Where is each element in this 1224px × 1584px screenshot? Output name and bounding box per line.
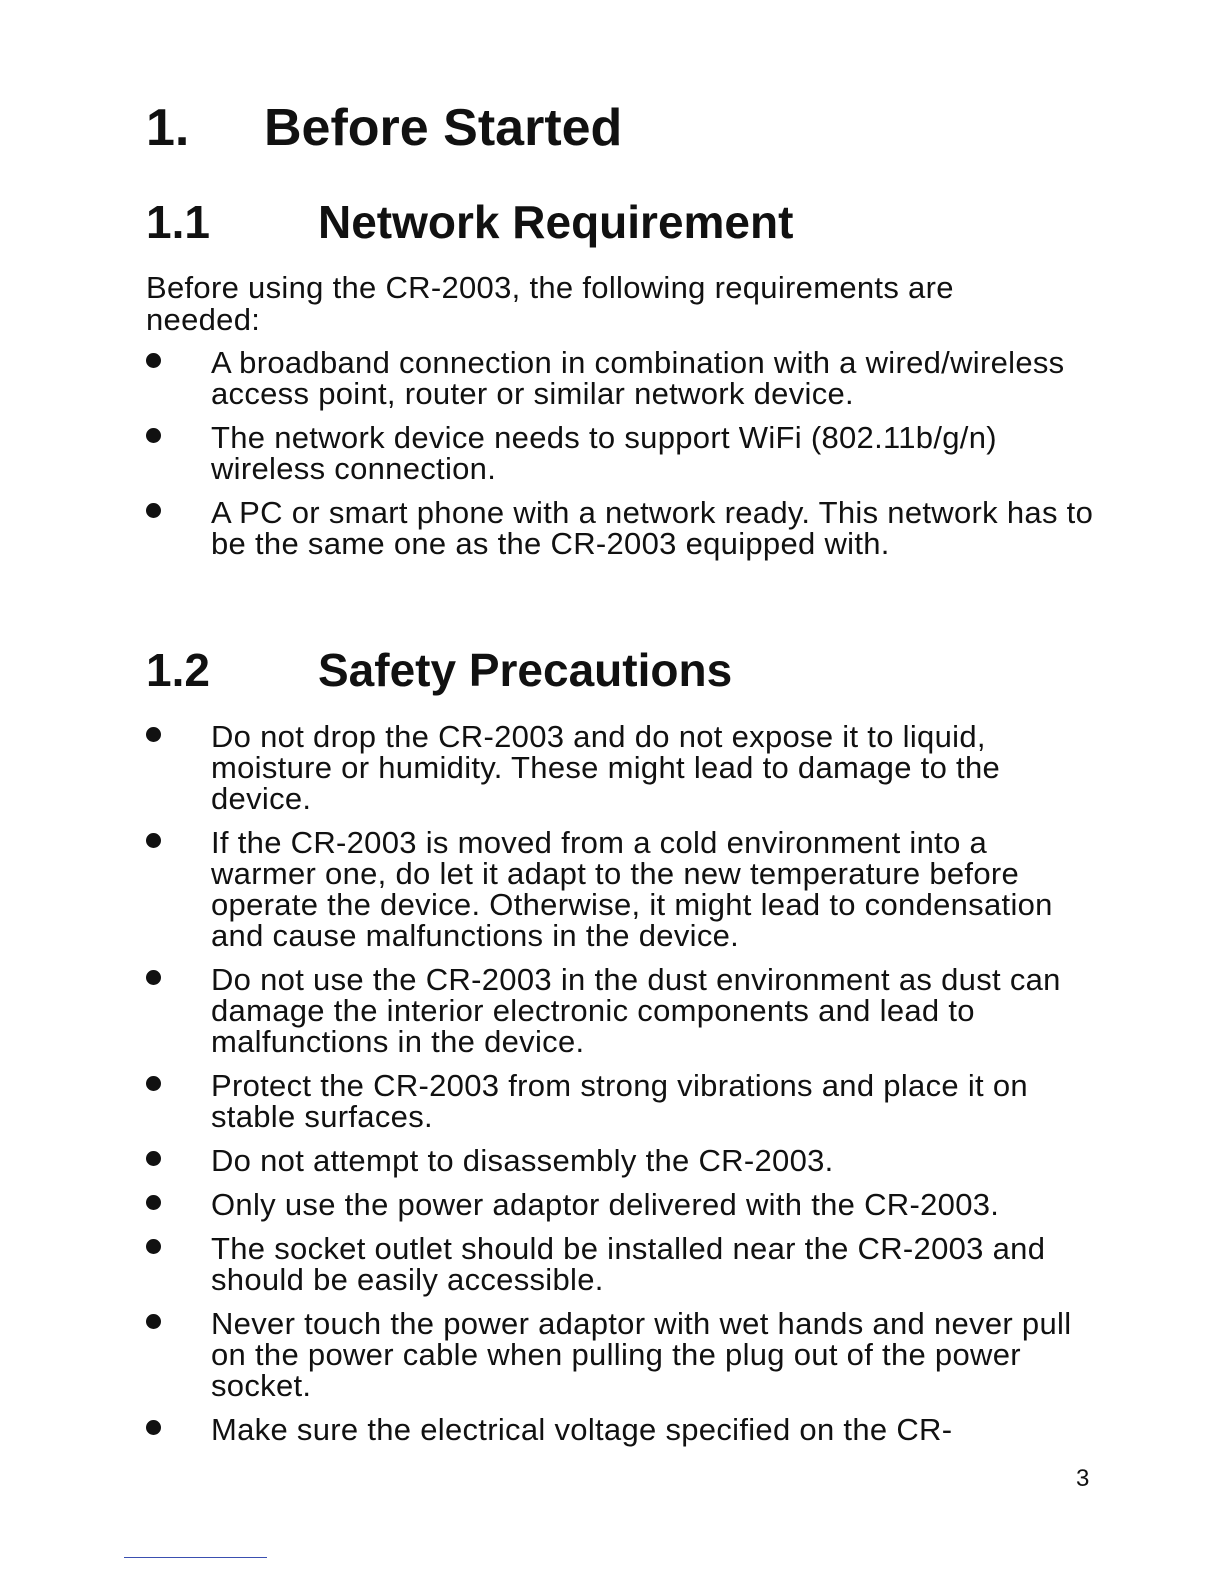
bullet-icon [146, 970, 161, 985]
list-item-text: If the CR-2003 is moved from a cold environment into a warmer one, do let it adapt to the new temperature before operate the device. Otherwise, it might lead to condensation and cause malfunctions in the device. [211, 825, 1053, 953]
bullet-icon [146, 727, 161, 742]
list-item [146, 497, 1096, 559]
chapter-title: Before Started [264, 99, 623, 157]
list-item-text: Never touch the power adaptor with wet hands and never pull on the power cable when pulling the plug out of the power socket. [211, 1306, 1072, 1403]
footer-divider [124, 1557, 267, 1558]
list-item [146, 1308, 1096, 1401]
list-item-text: Only use the power adaptor delivered with the CR-2003. [211, 1187, 1000, 1222]
bullet-icon [146, 428, 161, 443]
section-title: Network Requirement [318, 196, 794, 248]
list-item-text: Protect the CR-2003 from strong vibrations and place it on stable surfaces. [211, 1068, 1028, 1134]
bullet-icon [146, 1420, 161, 1435]
section-number: 1.2 [146, 644, 210, 696]
network-intro-paragraph: Before using the CR-2003, the following requirements are needed: [146, 270, 954, 337]
safety-precautions-list [146, 721, 1096, 1458]
bullet-icon [146, 1076, 161, 1091]
section-title: Safety Precautions [318, 644, 733, 696]
section-heading-network [146, 194, 794, 250]
bullet-icon [146, 503, 161, 518]
bullet-icon [146, 1239, 161, 1254]
list-item-text: The network device needs to support WiFi (802.11b/g/n) wireless connection. [211, 420, 997, 486]
list-item-text: Do not attempt to disassembly the CR-2003. [211, 1143, 834, 1178]
bullet-icon [146, 833, 161, 848]
list-item [146, 1414, 1096, 1445]
bullet-icon [146, 1195, 161, 1210]
list-item [146, 422, 1096, 484]
bullet-icon [146, 1314, 161, 1329]
list-item-text: Make sure the electrical voltage specified on the CR- [211, 1412, 953, 1447]
list-item [146, 964, 1096, 1057]
bullet-icon [146, 1151, 161, 1166]
list-item [146, 1189, 1096, 1220]
list-item [146, 721, 1096, 814]
list-item [146, 827, 1096, 951]
list-item-text: A broadband connection in combination with a wired/wireless access point, router or similar network device. [211, 345, 1065, 411]
section-heading-safety [146, 642, 733, 698]
chapter-heading [146, 96, 623, 160]
list-item-text: Do not drop the CR-2003 and do not expose it to liquid, moisture or humidity. These might lead to damage to the device. [211, 719, 1001, 816]
list-item [146, 347, 1096, 409]
list-item-text: The socket outlet should be installed near the CR-2003 and should be easily accessible. [211, 1231, 1046, 1297]
list-item [146, 1145, 1096, 1176]
list-item-text: Do not use the CR-2003 in the dust environment as dust can damage the interior electronic components and lead to malfunctions in the device. [211, 962, 1061, 1059]
list-item [146, 1233, 1096, 1295]
section-number: 1.1 [146, 196, 210, 248]
chapter-number: 1. [146, 99, 190, 157]
list-item [146, 1070, 1096, 1132]
page-number: 3 [1076, 1465, 1090, 1492]
bullet-icon [146, 353, 161, 368]
list-item-text: A PC or smart phone with a network ready. This network has to be the same one as the CR-2003 equipped with. [211, 495, 1094, 561]
network-requirements-list [146, 347, 1096, 572]
